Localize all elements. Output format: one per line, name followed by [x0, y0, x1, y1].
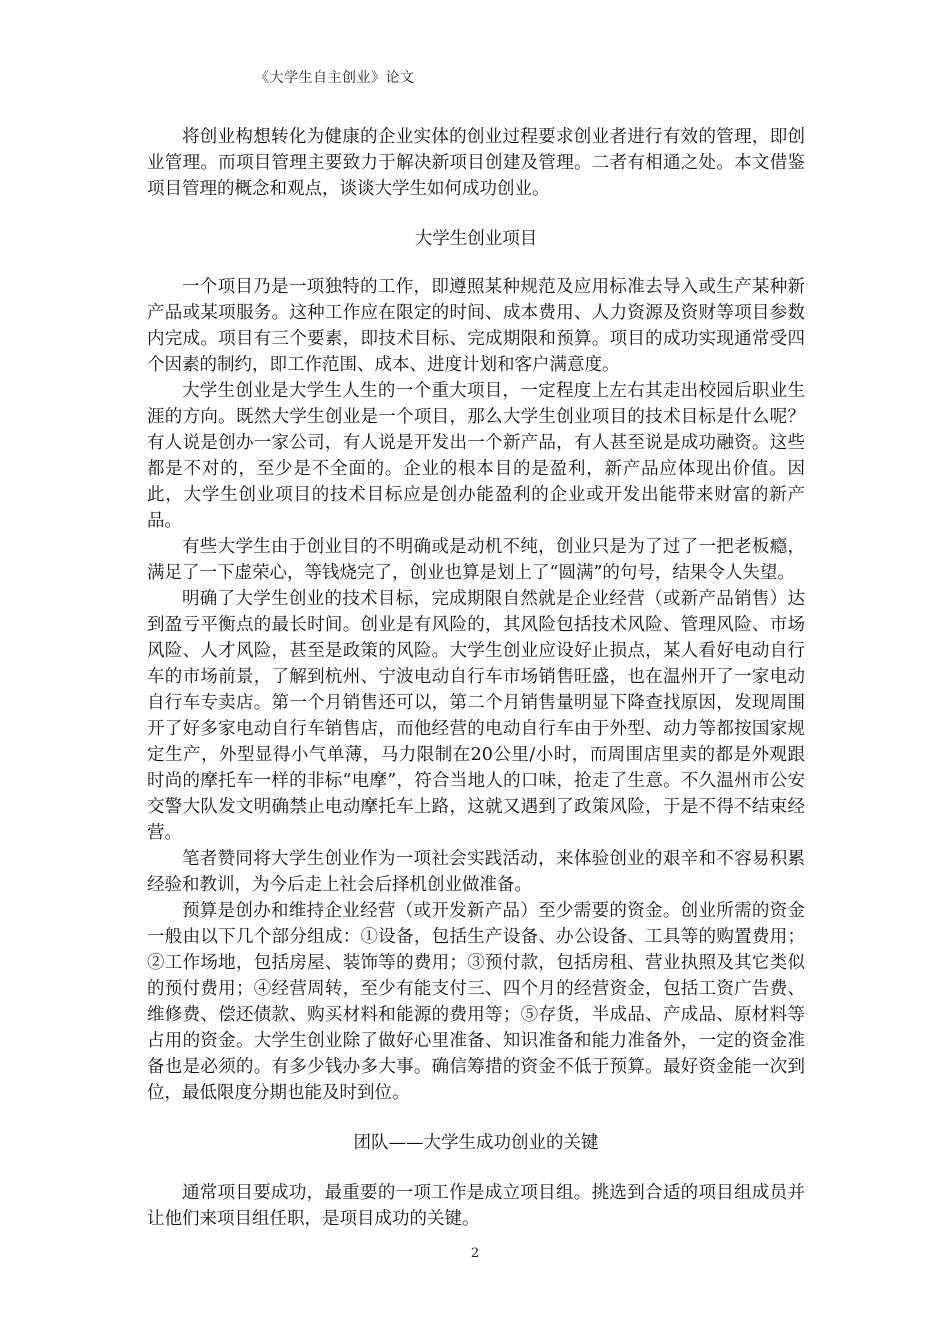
section-heading-project: 大学生创业项目 — [414, 229, 538, 249]
section-heading-team: 团队——大学生成功创业的关键 — [353, 1133, 599, 1153]
intro-paragraph: 将创业构想转化为健康的企业实体的创业过程要求创业者进行有效的管理，即创业管理。而项目管理主要致力于解决新项目创建及管理。二者有相通之处。本文借鉴项目管理的概念和观点，谈谈大学生如何成功创业。 — [147, 127, 805, 199]
body-paragraph: 笔者赞同将大学生创业作为一项社会实践活动，来体验创业的艰辛和不容易积累经验和教训，为今后走上社会后择机创业做准备。 — [147, 849, 805, 895]
body-paragraph: 通常项目要成功，最重要的一项工作是成立项目组。挑选到合适的项目组成员并让他们来项目组任职，是项目成功的关键。 — [147, 1183, 805, 1229]
body-paragraph: 有些大学生由于创业目的不明确或是动机不纯，创业只是为了过了一把老板瘾，满足了一下虚荣心，等钱烧完了，创业也算是划上了“圆满”的句号，结果令人失望。 — [147, 537, 805, 583]
body-paragraph: 明确了大学生创业的技术目标，完成期限自然就是企业经营（或新产品销售）达到盈亏平衡点的最长时间。创业是有风险的，其风险包括技术风险、管理风险、市场风险、人才风险，甚至是政策的风险。大学生创业应设好止损点，某人看好电动自行车的市场前景，了解到杭州、宁波电动自行车市场销售旺盛，也在温州开了一家电动自行车专卖店。第一个月销售还可以，第二个月销售量明显下降查找原因，发现周围开了好多家电动自行车销售店，而他经营的电动自行车由于外型、动力等都按国家规定生产，外型显得小气单薄，马力限制在20公里/小时，而周围店里卖的都是外观跟时尚的摩托车一样的非标“电摩”，符合当地人的口味，抢走了生意。不久温州市公安交警大队发文明确禁止电动摩托车上路，这就又遇到了政策风险，于是不得不结束经营。 — [147, 589, 805, 843]
body-paragraph: 大学生创业是大学生人生的一个重大项目，一定程度上左右其走出校园后职业生涯的方向。既然大学生创业是一个项目，那么大学生创业项目的技术目标是什么呢？有人说是创办一家公司，有人说是开发出一个新产品，有人甚至说是成功融资。这些都是不对的，至少是不全面的。企业的根本目的是盈利，新产品应体现出价值。因此，大学生创业项目的技术目标应是创办能盈利的企业或开发出能带来财富的新产品。 — [147, 381, 805, 531]
document-body — [147, 124, 805, 1232]
page-number: 2 — [470, 1246, 480, 1261]
body-paragraph: 一个项目乃是一项独特的工作，即遵照某种规范及应用标准去导入或生产某种新产品或某项服务。这种工作应在限定的时间、成本费用、人力资源及资财等项目参数内完成。项目有三个要素，即技术目标、完成期限和预算。项目的成功实现通常受四个因素的制约，即工作范围、成本、进度计划和客户满意度。 — [147, 277, 805, 375]
document-header: 《大学生自主创业》论文 — [255, 70, 415, 86]
body-paragraph: 预算是创办和维持企业经营（或开发新产品）至少需要的资金。创业所需的资金一般由以下几个部分组成：①设备，包括生产设备、办公设备、工具等的购置费用；②工作场地，包括房屋、装饰等的费用；③预付款，包括房租、营业执照及其它类似的预付费用；④经营周转，至少有能支付三、四个月的经营资金，包括工资广告费、维修费、偿还债款、购买材料和能源的费用等；⑤存货，半成品、产成品、原材料等占用的资金。大学生创业除了做好心里准备、知识准备和能力准备外，一定的资金准备也是必须的。有多少钱办多大事。确信筹措的资金不低于预算。最好资金能一次到位，最低限度分期也能及时到位。 — [147, 901, 805, 1103]
